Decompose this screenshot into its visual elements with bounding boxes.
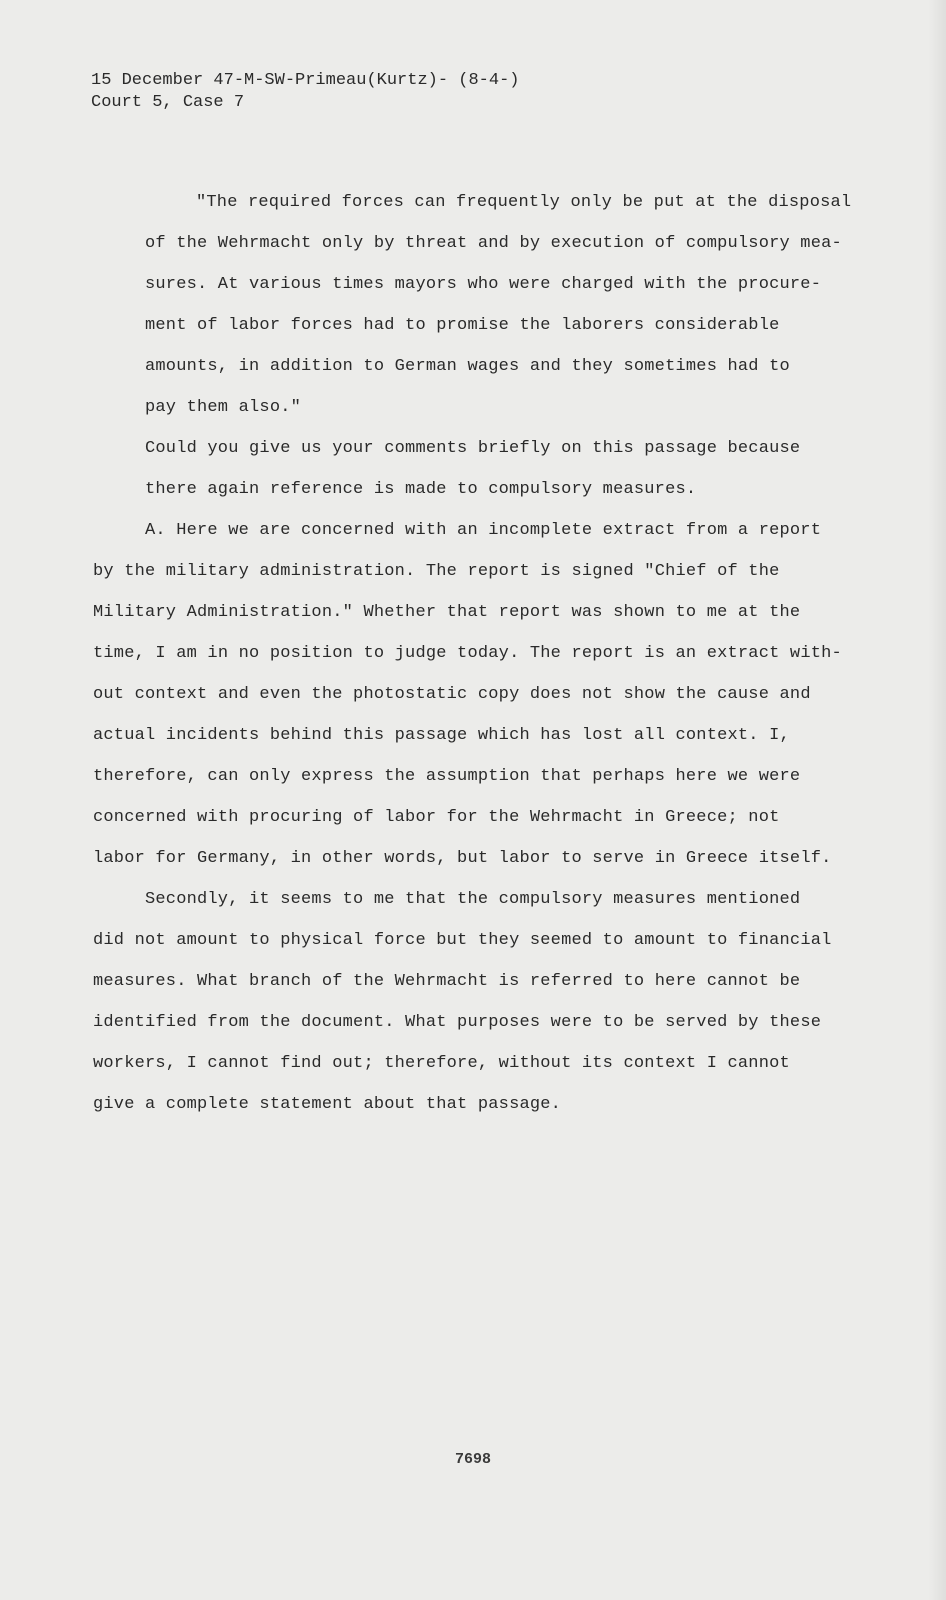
question-line: there again reference is made to compulsory measures. bbox=[145, 480, 697, 499]
answer-line: by the military administration. The report is signed "Chief of the bbox=[93, 562, 780, 581]
quote-line: ment of labor forces had to promise the laborers considerable bbox=[145, 316, 780, 335]
quote-line: sures. At various times mayors who were charged with the procure- bbox=[145, 275, 822, 294]
answer-line: Secondly, it seems to me that the compulsory measures mentioned bbox=[145, 890, 801, 909]
answer-line: concerned with procuring of labor for the Wehrmacht in Greece; not bbox=[93, 808, 780, 827]
header-case-line: 15 December 47-M-SW-Primeau(Kurtz)- (8-4-) bbox=[91, 71, 520, 90]
answer-line: identified from the document. What purposes were to be served by these bbox=[93, 1013, 822, 1032]
answer-line: workers, I cannot find out; therefore, without its context I cannot bbox=[93, 1054, 790, 1073]
answer-line: A. Here we are concerned with an incomplete extract from a report bbox=[145, 521, 822, 540]
answer-line: time, I am in no position to judge today. The report is an extract with- bbox=[93, 644, 842, 663]
answer-line: measures. What branch of the Wehrmacht is referred to here cannot be bbox=[93, 972, 801, 991]
answer-line: actual incidents behind this passage which has lost all context. I, bbox=[93, 726, 790, 745]
answer-line: therefore, can only express the assumption that perhaps here we were bbox=[93, 767, 801, 786]
quote-line: pay them also." bbox=[145, 398, 302, 417]
document-header bbox=[91, 70, 519, 114]
quote-line: of the Wehrmacht only by threat and by execution of compulsory mea- bbox=[145, 234, 842, 253]
answer-line: labor for Germany, in other words, but labor to serve in Greece itself. bbox=[93, 849, 832, 868]
question-line: Could you give us your comments briefly on this passage because bbox=[145, 439, 801, 458]
answer-line: did not amount to physical force but they seemed to amount to financial bbox=[93, 931, 832, 950]
answer-line: Military Administration." Whether that report was shown to me at the bbox=[93, 603, 801, 622]
answer-line: out context and even the photostatic copy does not show the cause and bbox=[93, 685, 811, 704]
page-number: 7698 bbox=[454, 1451, 491, 1468]
quote-line: "The required forces can frequently only be put at the disposal bbox=[196, 193, 852, 212]
header-court-line: Court 5, Case 7 bbox=[91, 93, 245, 112]
quote-line: amounts, in addition to German wages and they sometimes had to bbox=[145, 357, 790, 376]
answer-line: give a complete statement about that passage. bbox=[93, 1095, 562, 1114]
